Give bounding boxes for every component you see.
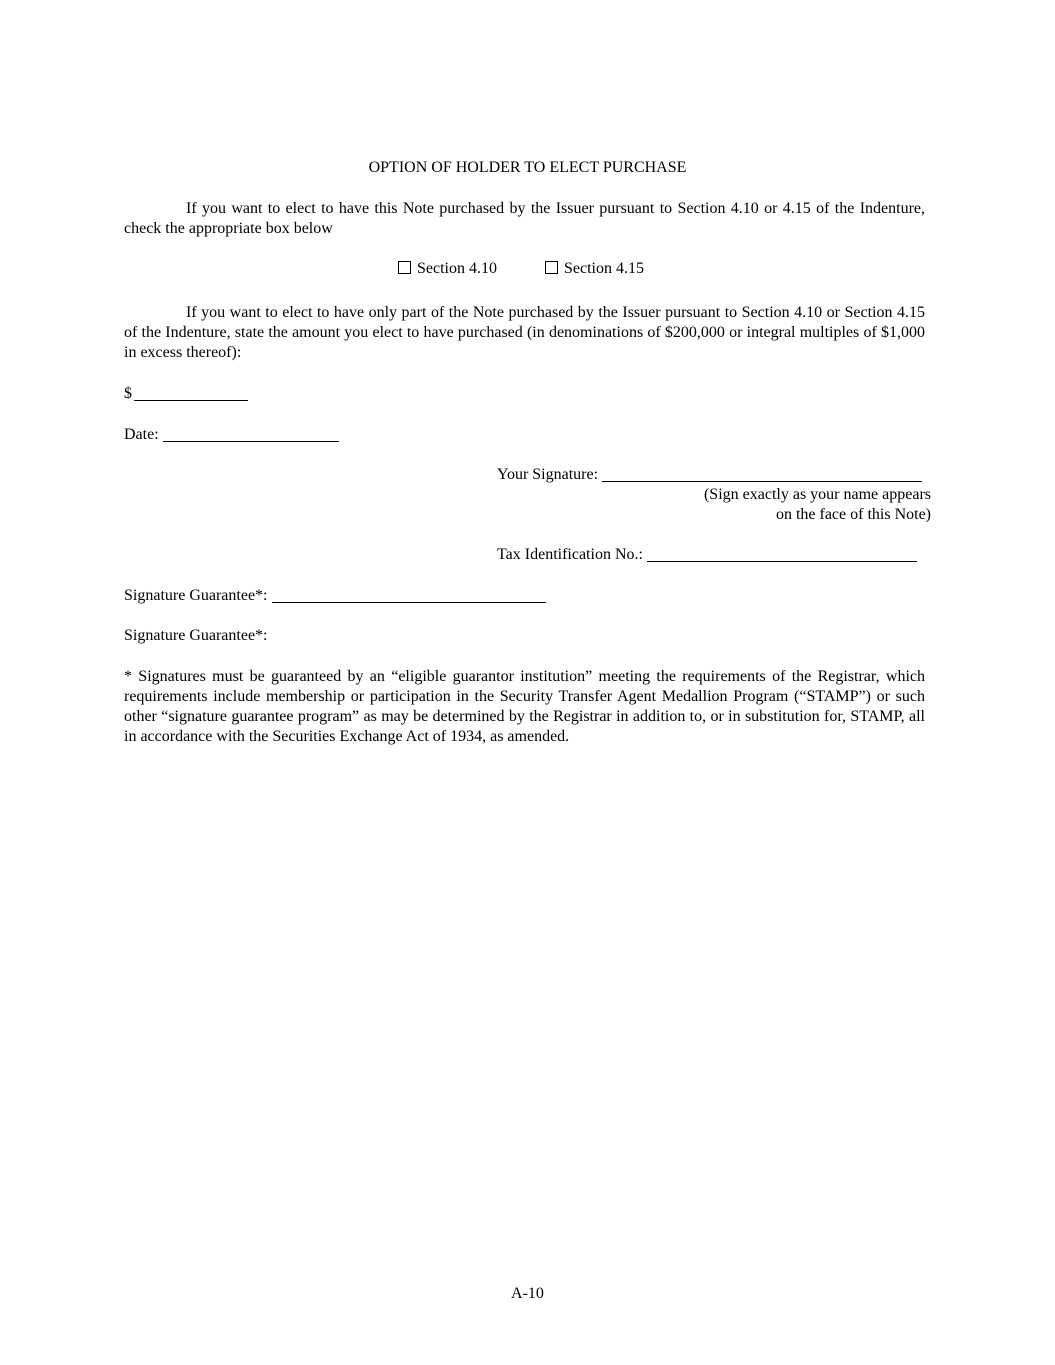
dollar-sign: $ [124, 385, 132, 402]
tax-id-field[interactable] [647, 547, 917, 562]
section-options [398, 259, 644, 279]
partial-purchase-paragraph: If you want to elect to have only part of the Note purchased by the Issuer pursuant to Section 4.10 or Section 4.15 of the Indenture, state the amount you elect to have purchased (in denominations of $200,000 or integral multiples of $1,000 in excess thereof): [124, 304, 925, 361]
tax-id-row [497, 545, 917, 565]
amount-field[interactable] [134, 386, 248, 401]
option-section-4-15[interactable] [545, 259, 644, 279]
signature-instruction-line-2: on the face of this Note) [775, 506, 931, 523]
document-title: OPTION OF HOLDER TO ELECT PURCHASE [368, 159, 687, 176]
checkbox-icon[interactable] [545, 261, 558, 274]
signature-guarantee-row-2 [124, 626, 268, 646]
date-field[interactable] [163, 427, 339, 442]
option-section-4-10[interactable] [398, 259, 497, 279]
signature-label: Your Signature: [497, 466, 599, 483]
checkbox-icon[interactable] [398, 261, 411, 274]
date-row [124, 425, 339, 445]
amount-row [124, 384, 248, 404]
option-label: Section 4.10 [417, 260, 497, 277]
signature-guarantee-row-1 [124, 586, 546, 606]
tax-id-label: Tax Identification No.: [497, 546, 643, 563]
signature-field[interactable] [602, 467, 922, 482]
page-number: A-10 [511, 1285, 544, 1302]
signature-instruction [531, 485, 931, 525]
signature-guarantee-field[interactable] [272, 588, 546, 603]
signature-guarantee-label: Signature Guarantee*: [124, 627, 268, 644]
signature-row [497, 465, 922, 485]
date-label: Date: [124, 426, 159, 443]
signature-guarantee-label: Signature Guarantee*: [124, 587, 268, 604]
footnote: * Signatures must be guaranteed by an “eligible guarantor institution” meeting the requirements of the Registrar, which requirements include membership or participation in the Security Transfer Agent Medallion Program (“STAMP”) or such other “signature guarantee program” as may be determined by the Registrar in addition to, or in substitution for, STAMP, all in accordance with the Securities Exchange Act of 1934, as amended. [124, 668, 925, 745]
signature-instruction-line-1: (Sign exactly as your name appears [703, 486, 931, 503]
instruction-paragraph: If you want to elect to have this Note purchased by the Issuer pursuant to Section 4.10 or 4.15 of the Indenture, check the appropriate box below [124, 200, 925, 237]
option-label: Section 4.15 [564, 260, 644, 277]
